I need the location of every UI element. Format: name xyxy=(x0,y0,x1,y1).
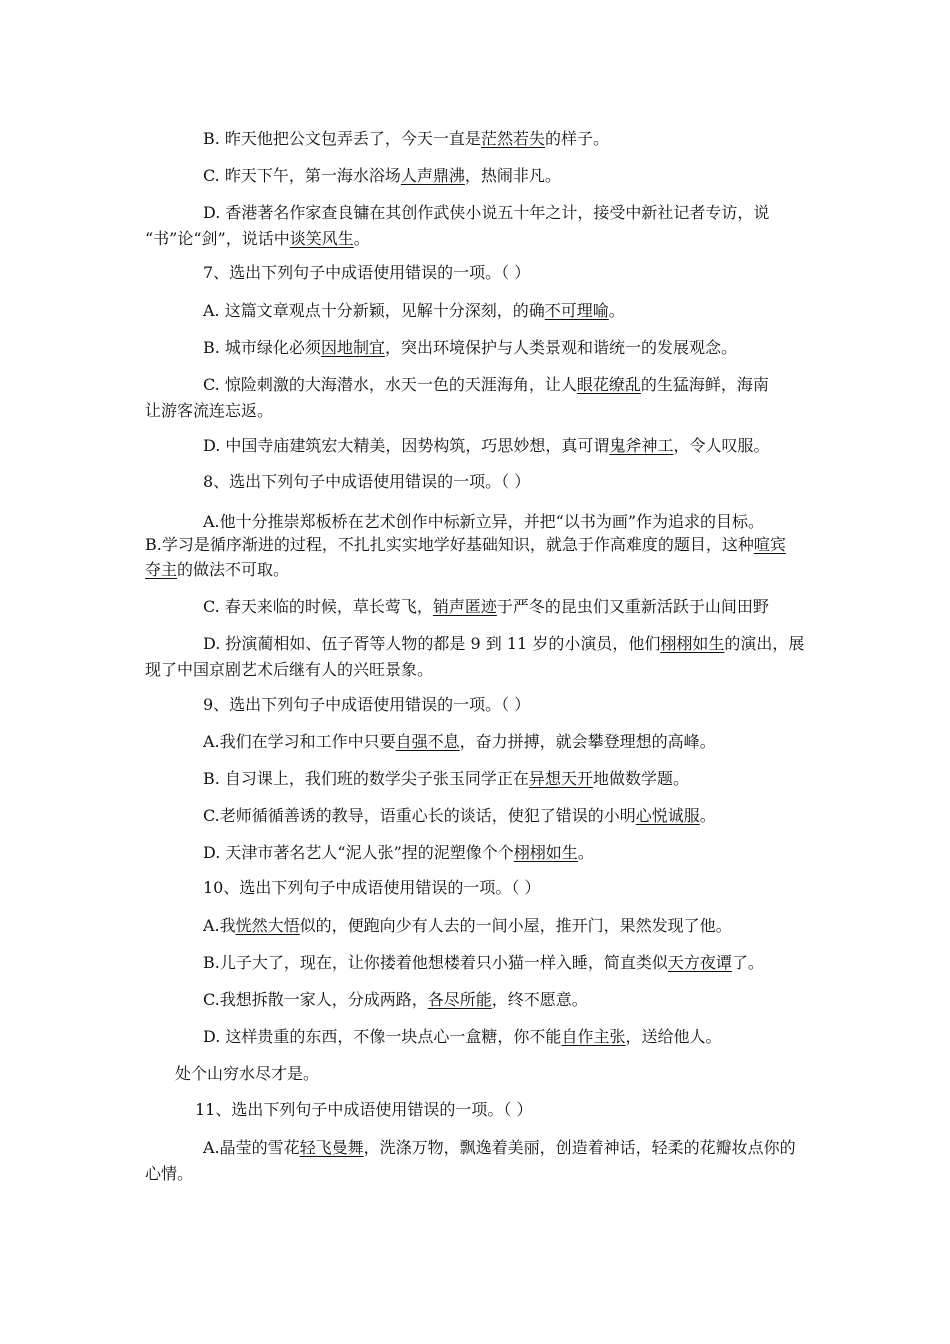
q8-option-d-line1: D. 扮演蔺相如、伍子胥等人物的都是 9 到 11 岁的小演员，他们栩栩如生的演出，展 xyxy=(203,634,805,653)
q8-title: 8、选出下列句子中成语使用错误的一项。（ ） xyxy=(203,472,531,491)
idiom: 鬼斧神工 xyxy=(609,436,674,455)
q8-option-b-line1: B.学习是循序渐进的过程，不扎扎实实地学好基础知识，就急于作高难度的题目，这种喧宾 xyxy=(145,535,786,554)
idiom: 栩栩如生 xyxy=(513,843,578,862)
q8-option-c: C. 春天来临的时候，草长莺飞，销声匿迹于严冬的昆虫们又重新活跃于山间田野 xyxy=(203,597,769,616)
q6-option-d-line1: D. 香港著名作家查良镛在其创作武侠小说五十年之计，接受中新社记者专访，说 xyxy=(203,203,770,222)
q8-option-b-line2: 夺主的做法不可取。 xyxy=(145,560,290,579)
q9-option-a: A.我们在学习和工作中只要自强不息，奋力拼搏，就会攀登理想的高峰。 xyxy=(203,732,716,751)
idiom: 因地制宜 xyxy=(320,338,385,357)
idiom: 夺主 xyxy=(145,560,178,579)
q9-title: 9、选出下列句子中成语使用错误的一项。（ ） xyxy=(203,695,531,714)
idiom: 栩栩如生 xyxy=(660,634,725,653)
idiom: 茫然若失 xyxy=(480,129,545,148)
idiom: 眼花缭乱 xyxy=(576,375,641,394)
idiom: 异想天开 xyxy=(528,769,593,788)
q7-option-b: B. 城市绿化必须因地制宜，突出环境保护与人类景观和谐统一的发展观念。 xyxy=(203,338,737,357)
q9-option-b: B. 自习课上，我们班的数学尖子张玉同学正在异想天开地做数学题。 xyxy=(203,769,689,788)
idiom: 恍然大悟 xyxy=(235,916,300,935)
idiom: 轻飞曼舞 xyxy=(299,1138,364,1157)
idiom: 天方夜谭 xyxy=(667,953,732,972)
q7-option-c-line2: 让游客流连忘返。 xyxy=(145,401,274,420)
q7-option-c-line1: C. 惊险刺激的大海潜水，水天一色的天涯海角，让人眼花缭乱的生猛海鲜，海南 xyxy=(203,375,769,394)
q10-title: 10、选出下列句子中成语使用错误的一项。（ ） xyxy=(203,878,541,897)
q11-option-a-line2: 心情。 xyxy=(145,1164,194,1183)
q9-option-d: D. 天津市著名艺人“泥人张”捏的泥塑像个个栩栩如生。 xyxy=(203,843,594,862)
idiom: 自强不息 xyxy=(395,732,460,751)
q6-option-d-line2: “书”论“剑”，说话中谈笑风生。 xyxy=(145,229,370,248)
q8-option-d-line2: 现了中国京剧艺术后继有人的兴旺景象。 xyxy=(145,660,434,679)
idiom: 喧宾 xyxy=(753,535,786,554)
q10-option-d: D. 这样贵重的东西，不像一块点心一盒糖，你不能自作主张，送给他人。 xyxy=(203,1027,722,1046)
q8-option-a: A.他十分推崇郑板桥在艺术创作中标新立异，并把“以书为画”作为追求的目标。 xyxy=(203,512,765,531)
q11-title: 11、选出下列句子中成语使用错误的一项。（ ） xyxy=(195,1100,533,1119)
q10-option-b: B.儿子大了，现在，让你搂着他想楼着只小猫一样入睡，简直类似天方夜谭了。 xyxy=(203,953,764,972)
q10-option-c: C.我想拆散一家人，分成两路，各尽所能，终不愿意。 xyxy=(203,990,588,1009)
q7-title: 7、选出下列句子中成语使用错误的一项。（ ） xyxy=(203,263,531,282)
idiom: 销声匿迹 xyxy=(432,597,497,616)
q7-option-d: D. 中国寺庙建筑宏大精美，因势构筑，巧思妙想，真可谓鬼斧神工，令人叹服。 xyxy=(203,436,770,455)
idiom: 不可理喻 xyxy=(544,301,609,320)
q6-option-c: C. 昨天下午，第一海水浴场人声鼎沸，热闹非凡。 xyxy=(203,166,561,185)
idiom: 心悦诚服 xyxy=(635,806,700,825)
q6-option-b: B. 昨天他把公文包弄丢了，今天一直是茫然若失的样子。 xyxy=(203,129,609,148)
idiom: 自作主张 xyxy=(561,1027,626,1046)
idiom: 各尽所能 xyxy=(427,990,492,1009)
idiom: 谈笑风生 xyxy=(289,229,354,248)
q9-option-c: C.老师循循善诱的教导，语重心长的谈话，使犯了错误的小明心悦诚服。 xyxy=(203,806,716,825)
q10-option-a: A.我恍然大悟似的，便跑向少有人去的一间小屋，推开门，果然发现了他。 xyxy=(203,916,732,935)
idiom: 人声鼎沸 xyxy=(400,166,465,185)
q7-option-a: A. 这篇文章观点十分新颖，见解十分深刻，的确不可理喻。 xyxy=(203,301,625,320)
stray-line: 处个山穷水尽才是。 xyxy=(175,1064,320,1083)
q11-option-a-line1: A.晶莹的雪花轻飞曼舞，洗涤万物，飘逸着美丽，创造着神话，轻柔的花瓣妆点你的 xyxy=(203,1138,796,1157)
